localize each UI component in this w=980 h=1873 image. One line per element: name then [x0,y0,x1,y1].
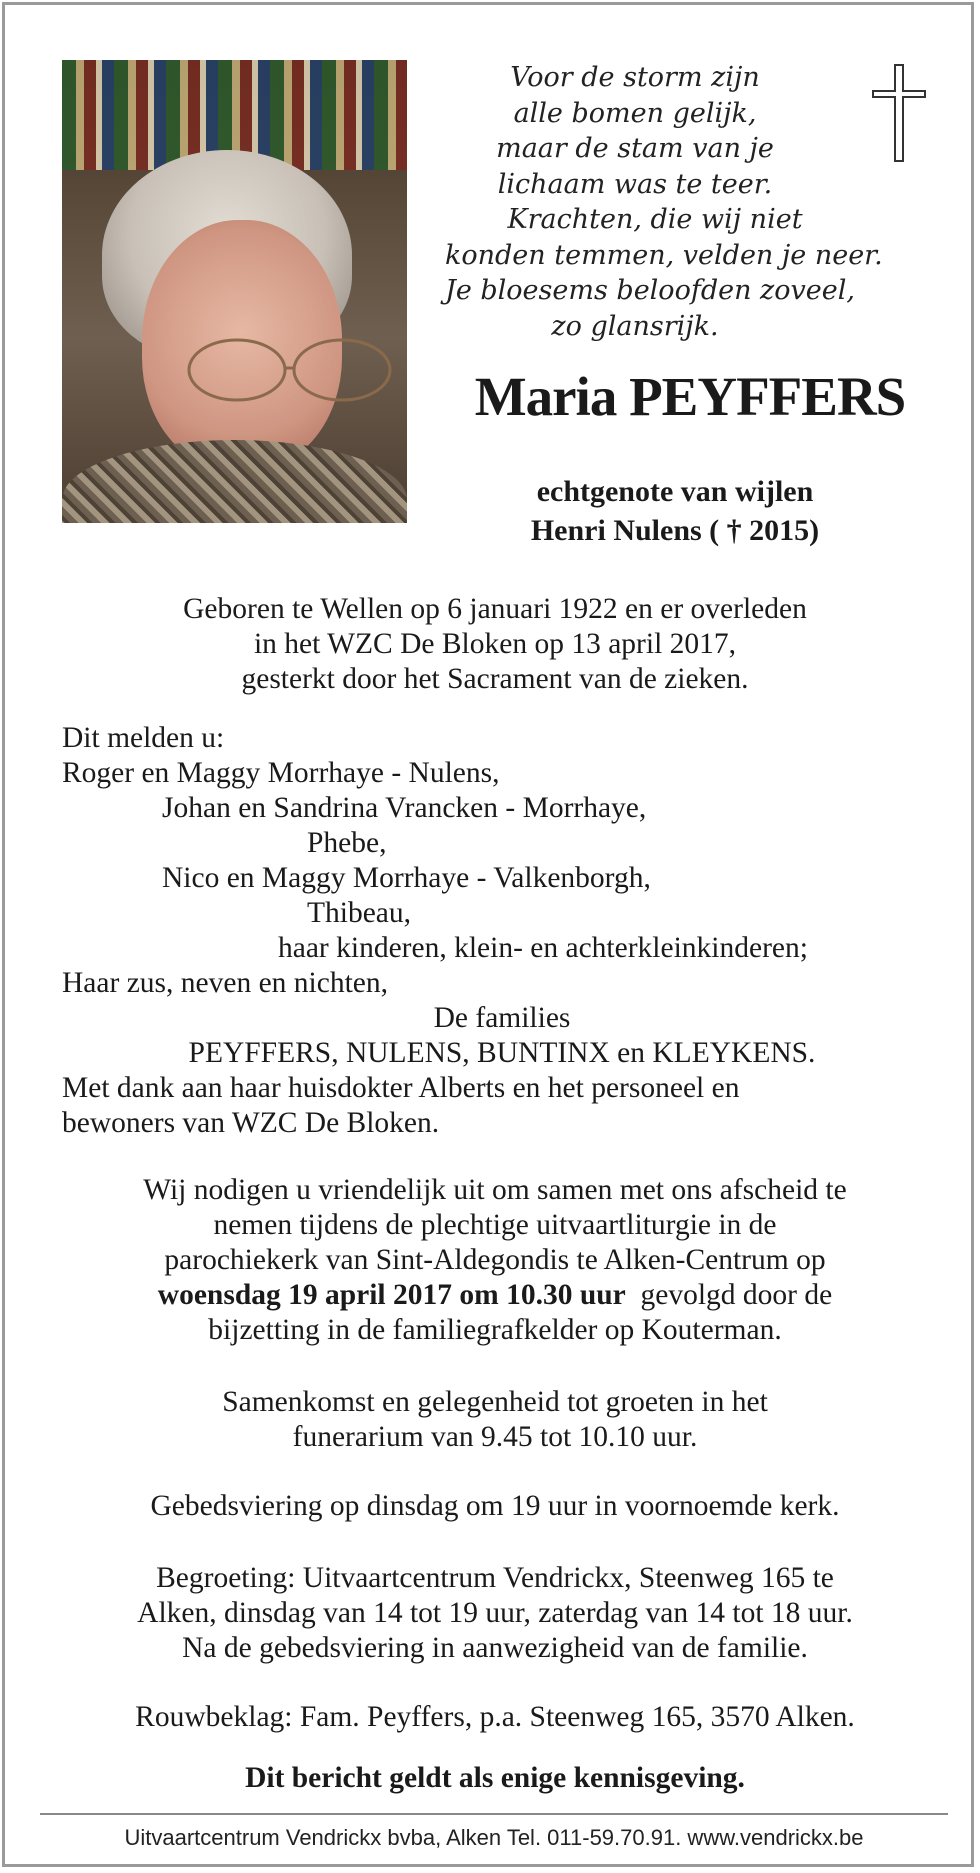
latin-cross-icon [871,63,927,163]
family-line: Met dank aan haar huisdokter Alberts en het personeel en [62,1072,740,1104]
greeting-line: Na de gebedsviering in aanwezigheid van de familie. [182,1632,808,1664]
family-line: Thibeau, [307,897,412,929]
memorial-poem [445,60,883,344]
greeting-line: Alken, dinsdag van 14 tot 19 uur, zaterdag van 14 tot 18 uur. [137,1597,853,1629]
family-line: Johan en Sandrina Vrancken - Morrhaye, [162,792,647,824]
poem-line: maar de stam van je [496,133,774,164]
poem-line: alle bomen gelijk, [513,97,757,129]
poem-line: Je bloesems beloofden zoveel, [445,275,855,306]
birth-line: Geboren te Wellen op 6 januari 1922 en er overleden [183,593,807,625]
spouse-line: Henri Nulens ( † 2015) [530,514,820,547]
family-line: Phebe, [307,827,387,859]
portrait-clothing [62,440,407,523]
family-line: Haar zus, neven en nichten, [62,967,388,999]
gathering-info [45,1385,945,1455]
deceased-name: Maria PEYFFERS [474,366,906,427]
birth-line: in het WZC De Bloken op 13 april 2017, [253,628,737,660]
invite-line: Wij nodigen u vriendelijk uit om samen met ons afscheid te [143,1174,847,1206]
invite-line: parochiekerk van Sint-Aldegondis te Alken-Centrum op [164,1244,826,1276]
family-line: PEYFFERS, NULENS, BUNTINX en KLEYKENS. [188,1037,816,1069]
gathering-line: funerarium van 9.45 tot 10.10 uur. [292,1421,698,1453]
obituary-card [2,2,974,1867]
family-line: haar kinderen, klein- en achterkleinkinderen; [278,932,808,964]
family-announcement [62,721,942,1141]
portrait-photo [62,60,407,523]
invite-line: gevolgd door de [640,1279,833,1311]
official-notice: Dit bericht geldt als enige kennisgeving. [245,1762,745,1794]
poem-line: zo glansrijk. [551,310,719,342]
greeting-line: Begroeting: Uitvaartcentrum Vendrickx, Steenweg 165 te [156,1562,834,1594]
funeral-invitation [45,1173,945,1348]
birth-death-info [45,592,945,697]
family-intro: Dit melden u: [62,722,225,754]
birth-line: gesterkt door het Sacrament van de zieken. [241,663,749,695]
visitation-info [45,1561,945,1666]
invite-date-line [45,1278,945,1313]
family-line: De families [433,1002,571,1034]
invite-line: nemen tijdens de plechtige uitvaartliturgie in de [213,1209,777,1241]
family-line: Roger en Maggy Morrhaye - Nulens, [62,757,500,789]
poem-line: lichaam was te teer. [497,168,773,200]
prayer-service-info: Gebedsviering op dinsdag om 19 uur in voornoemde kerk. [150,1490,840,1522]
poem-line: konden temmen, velden je neer. [445,239,883,271]
invite-line: bijzetting in de familiegrafkelder op Kouterman. [208,1314,782,1346]
condolences-address: Rouwbeklag: Fam. Peyffers, p.a. Steenweg 165, 3570 Alken. [135,1701,855,1733]
poem-line: Krachten, die wij niet [507,204,803,235]
glasses-icon [182,330,407,410]
poem-line: Voor de storm zijn [510,62,760,93]
funeral-home-footer: Uitvaartcentrum Vendrickx bvba, Alken Tel. 011-59.70.91. www.vendrickx.be [124,1825,864,1850]
funeral-date: woensdag 19 april 2017 om 10.30 uur [157,1279,626,1311]
spouse-line: echtgenote van wijlen [536,475,814,508]
gathering-line: Samenkomst en gelegenheid tot groeten in het [222,1386,768,1418]
footer-divider [40,1813,948,1815]
family-line: bewoners van WZC De Bloken. [62,1107,440,1139]
family-line: Nico en Maggy Morrhaye - Valkenborgh, [162,862,651,894]
spouse-info [445,472,905,550]
